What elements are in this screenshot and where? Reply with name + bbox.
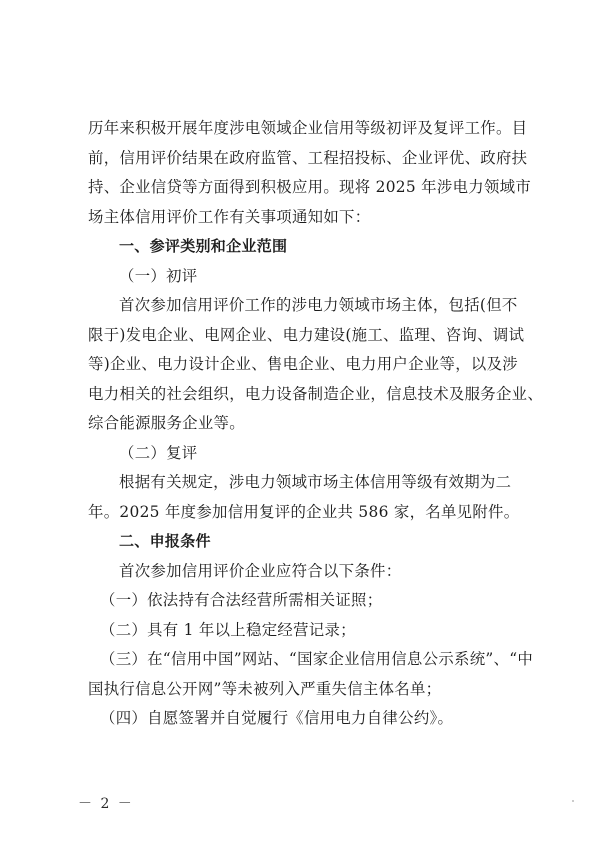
condition-item-4: （四）自愿签署并自觉履行《信用电力自律公约》。: [100, 709, 454, 727]
paragraph-line: 年。2025 年度参加信用复评的企业共 586 家，名单见附件。: [88, 502, 520, 521]
intro-line-3: 持、企业信贷等方面得到积极应用。现将 2025 年涉电力领域市: [88, 178, 532, 196]
section-heading-1: 一、参评类别和企业范围: [119, 237, 288, 255]
paragraph-line: 电力相关的社会组织，电力设备制造企业，信息技术及服务企业、: [88, 384, 544, 403]
condition-item-1: （一）依法持有合法经营所需相关证照；: [100, 591, 383, 609]
paragraph-line: 首次参加信用评价企业应符合以下条件：: [119, 561, 402, 580]
paragraph-line: 等)企业、电力设计企业、售电企业、电力用户企业等，以及涉: [88, 355, 518, 373]
scan-speck: [572, 800, 574, 802]
subsection-heading-review: （二）复评: [119, 443, 198, 462]
condition-item-3-cont: 国执行信息公开网”等未被列入严重失信主体名单；: [88, 679, 442, 698]
paragraph-line: 首次参加信用评价工作的涉电力领域市场主体，包括(但不: [119, 296, 518, 314]
paragraph-line: 限于)发电企业、电网企业、电力建设(施工、监理、咨询、调试: [88, 325, 525, 344]
document-body: [88, 114, 544, 734]
paragraph-line: 根据有关规定，涉电力领域市场主体信用等级有效期为二: [119, 473, 512, 491]
subsection-heading-initial: （一）初评: [119, 266, 198, 285]
intro-line-4: 场主体信用评价工作有关事项通知如下：: [88, 207, 371, 226]
condition-item-2: （二）具有 1 年以上稳定经营记录；: [100, 620, 356, 639]
page-number: － 2 －: [78, 796, 134, 812]
intro-line-2: 前，信用评价结果在政府监管、工程招投标、企业评优、政府扶: [88, 148, 528, 167]
condition-item-3: （三）在“信用中国”网站、“国家企业信用信息公示系统”、“中: [100, 650, 534, 668]
paragraph-line: 综合能源服务企业等。: [88, 414, 245, 432]
section-heading-2: 二、申报条件: [119, 532, 211, 550]
intro-line-1: 历年来积极开展年度涉电领域企业信用等级初评及复评工作。目: [88, 119, 528, 137]
